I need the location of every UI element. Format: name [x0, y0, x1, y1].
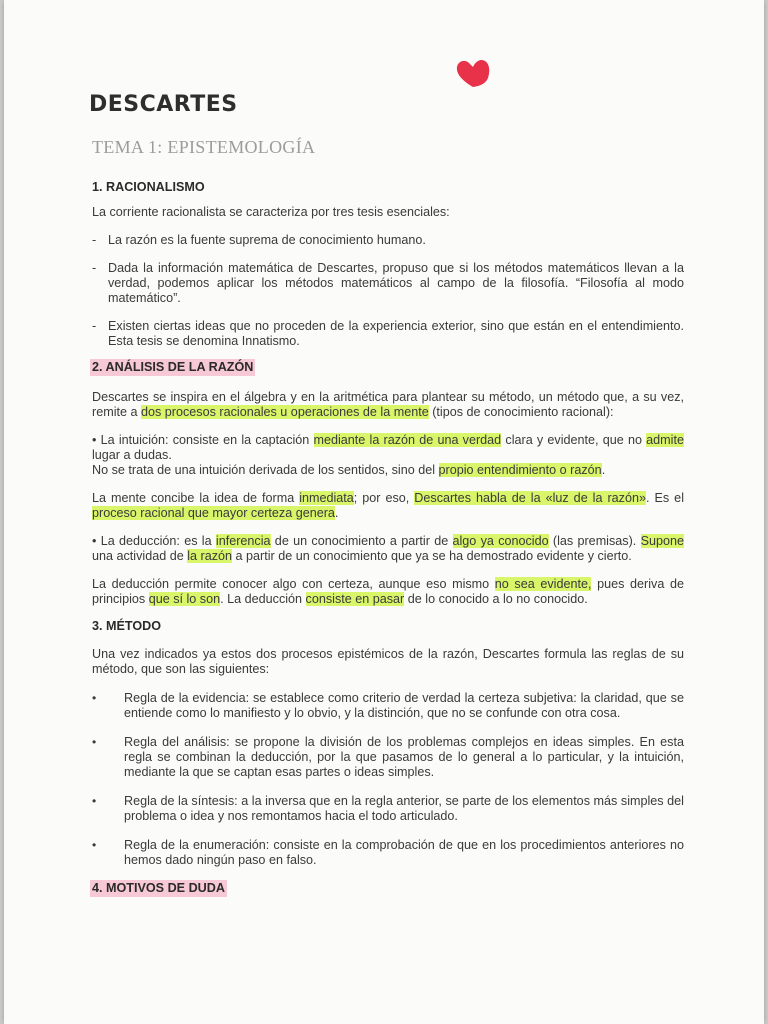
highlighted-text: no sea evidente,	[494, 577, 592, 591]
list-item	[92, 319, 684, 349]
dash-marker: -	[92, 319, 97, 333]
highlighted-text: Supone	[640, 534, 684, 548]
list-item-text: Dada la información matemática de Descartes, propuso que si los métodos matemáticos llevan a la verdad, podemos aplicar los métodos matemáticos al campo de la filosofía. “Filosofía al modo matemático”.	[108, 261, 684, 305]
document-page	[4, 0, 764, 1024]
list-item-text: Regla del análisis: se propone la división de los problemas complejos en ideas simples. En esta regla se combinan la deducción, por la que pasamos de lo general a lo particular, y la intuición, mediante la que se captan esas partes o ideas simples.	[124, 735, 684, 779]
bullet-marker: •	[92, 794, 97, 808]
list-item	[92, 233, 684, 248]
list-item-text: Regla de la enumeración: consiste en la comprobación de que en los procedimientos anteriores no hemos dado ningún paso en falso.	[124, 838, 684, 867]
list-item	[92, 735, 684, 780]
document-subtitle: TEMA 1: EPISTEMOLOGÍA	[92, 137, 316, 157]
section-heading-metodo: 3. MÉTODO	[92, 619, 162, 633]
highlighted-text: inmediata	[299, 491, 354, 505]
highlighted-text: admite	[646, 433, 684, 447]
list-item-text: Regla de la evidencia: se establece como criterio de verdad la certeza subjetiva: la claridad, que se entiende como lo manifiesto y lo obvio, y la distinción, que no se confunde con otra cosa.	[124, 691, 684, 720]
list-item	[92, 838, 684, 868]
list-item	[92, 794, 684, 824]
paragraph: La deducción permite conocer algo con certeza, aunque eso mismo no sea evidente, pues deriva de principios que sí lo son. La deducción consiste en pasar de lo conocido a lo no conocido.	[92, 577, 684, 606]
list-item	[92, 691, 684, 721]
dash-marker: -	[92, 261, 97, 275]
section-heading-racionalismo: 1. RACIONALISMO	[92, 180, 205, 194]
list-item-text: Regla de la síntesis: a la inversa que en la regla anterior, se parte de los elementos más simples del problema o idea y nos remontamos hacia el todo articulado.	[124, 794, 684, 823]
bullet-marker: •	[92, 735, 97, 749]
bullet-marker: •	[92, 691, 97, 705]
section-heading-analisis	[92, 359, 684, 376]
paragraph: La mente concibe la idea de forma inmediata; por eso, Descartes habla de la «luz de la razón». Es el proceso racional que mayor certeza genera.	[92, 491, 684, 520]
paragraph-intuicion: • La intuición: consiste en la captación mediante la razón de una verdad clara y evidente, que no admite lugar a dudas.	[92, 433, 684, 462]
highlighted-text: que sí lo son	[148, 592, 221, 606]
pink-highlight: 4. MOTIVOS DE DUDA	[92, 881, 225, 895]
paragraph: Descartes se inspira en el álgebra y en la aritmética para plantear su método, un método que, a su vez, remite a dos procesos racionales u operaciones de la mente (tipos de conocimiento racional):	[92, 390, 684, 419]
highlighted-text: algo ya conocido	[452, 534, 549, 548]
list-item-text: Existen ciertas ideas que no proceden de la experiencia exterior, sino que están en el entendimiento. Esta tesis se denomina Innatismo.	[108, 319, 684, 348]
highlighted-text: Descartes habla de la «luz de la razón»	[414, 491, 646, 505]
bullet-marker: •	[92, 838, 97, 852]
heart-icon	[455, 58, 491, 88]
highlighted-text: consiste en pasar	[305, 592, 405, 606]
paragraph-deduccion: • La deducción: es la inferencia de un conocimiento a partir de algo ya conocido (las premisas). Supone una actividad de la razón a partir de un conocimiento que ya se ha demostrado evidente y cierto.	[92, 534, 684, 563]
section-intro: La corriente racionalista se caracteriza por tres tesis esenciales:	[92, 205, 450, 219]
list-item	[92, 261, 684, 306]
section-intro: Una vez indicados ya estos dos procesos epistémicos de la razón, Descartes formula las reglas de su método, que son las siguientes:	[92, 647, 684, 676]
list-item-text: La razón es la fuente suprema de conocimiento humano.	[108, 233, 426, 247]
highlighted-text: la razón	[187, 549, 233, 563]
highlighted-text: inferencia	[215, 534, 271, 548]
paragraph: No se trata de una intuición derivada de los sentidos, sino del propio entendimiento o razón.	[92, 463, 606, 477]
highlighted-text: propio entendimiento o razón	[438, 463, 602, 477]
document-body	[92, 178, 684, 907]
highlighted-text: mediante la razón de una verdad	[313, 433, 502, 447]
section-heading-motivos-duda	[92, 880, 684, 897]
dash-marker: -	[92, 233, 97, 247]
document-title: DESCARTES	[89, 92, 238, 117]
highlighted-text: dos procesos racionales u operaciones de la mente	[141, 405, 429, 419]
pink-highlight: 2. ANÁLISIS DE LA RAZÓN	[92, 360, 254, 374]
highlighted-text: proceso racional que mayor certeza genera	[92, 506, 335, 520]
